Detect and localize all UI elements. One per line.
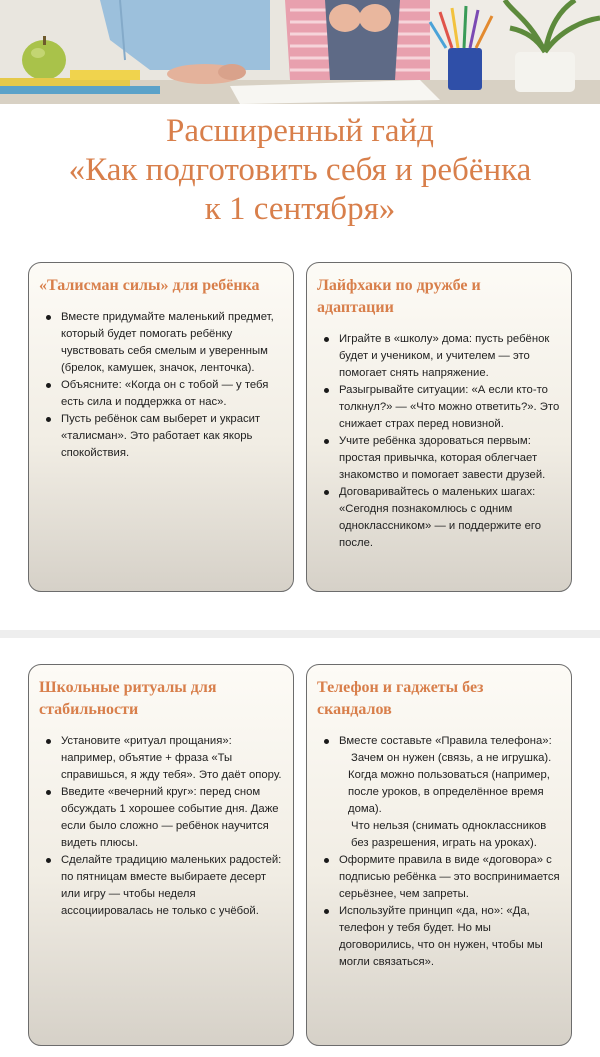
card-rituals xyxy=(28,664,294,1046)
sub-list-item: Что нельзя (снимать одноклассников без разрешения, играть на уроках). xyxy=(351,820,547,849)
bullet-list xyxy=(39,733,283,920)
sub-list-item: Зачем он нужен (связь, а не игрушка). xyxy=(351,752,552,764)
title-line-3: к 1 сентября» xyxy=(204,191,396,227)
list-item: Введите «вечерний круг»: перед сном обсуждать 1 хорошее событие дня. Даже если было сложно — ребёнок научится видеть плюсы. xyxy=(61,784,283,852)
card-heading: Телефон и гаджеты без скандалов xyxy=(317,679,484,718)
card-phone xyxy=(306,664,572,1046)
title-line-1: Расширенный гайд xyxy=(166,113,434,149)
list-item: Оформите правила в виде «договора» с подписью ребёнка — это воспринимается серьёзнее, чем запреты. xyxy=(339,852,561,903)
list-item: Вместе придумайте маленький предмет, который будет помогать ребёнку чувствовать себя смелым и уверенным (брелок, камушек, значок, ленточка). xyxy=(61,309,283,377)
list-item: Используйте принцип «да, но»: «Да, телефон у тебя будет. Но мы договорились, что он нужен, чтобы мы могли связаться». xyxy=(339,903,561,971)
list-item: Учите ребёнка здороваться первым: простая привычка, которая облегчает знакомство и помогает завести друзей. xyxy=(339,433,561,484)
list-item: Разыгрывайте ситуации: «А если кто-то толкнул?» — «Что можно ответить?». Это снижает страх перед новизной. xyxy=(339,382,561,433)
card-heading: Лайфхаки по дружбе и адаптации xyxy=(317,277,481,316)
list-item: Вместе составьте «Правила телефона»: xyxy=(339,733,561,750)
sub-list-item: Когда можно пользоваться (например, после уроков, в определённое время дома). xyxy=(348,769,550,815)
header-photo-illustration xyxy=(0,0,600,104)
list-item: Сделайте традицию маленьких радостей: по пятницам вместе выбираете десерт или игру — чтобы неделя ассоциировалась не только с учёбой. xyxy=(61,852,283,920)
bullet-list xyxy=(317,331,561,552)
section-divider xyxy=(0,630,600,638)
card-talisman xyxy=(28,262,294,592)
list-item: Пусть ребёнок сам выберет и украсит «талисман». Это работает как якорь спокойствия. xyxy=(61,411,283,462)
child-figure xyxy=(285,0,430,80)
page-title xyxy=(0,112,600,229)
bullet-list xyxy=(39,309,283,462)
list-item: Установите «ритуал прощания»: например, объятие + фраза «Ты справишься, я жду тебя». Это даёт опору. xyxy=(61,733,283,784)
bullet-list xyxy=(317,733,561,971)
list-item: Играйте в «школу» дома: пусть ребёнок будет и учеником, и учителем — это помогает снять напряжение. xyxy=(339,331,561,382)
list-item: Объясните: «Когда он с тобой — у тебя есть сила и поддержка от нас». xyxy=(61,377,283,411)
card-friendship xyxy=(306,262,572,592)
title-line-2: «Как подготовить себя и ребёнка xyxy=(68,152,532,188)
card-heading: «Талисман силы» для ребёнка xyxy=(39,277,260,294)
card-heading: Школьные ритуалы для стабильности xyxy=(39,679,217,718)
list-item: Договаривайтесь о маленьких шагах: «Сегодня познакомлюсь с одним одноклассником» — и поддержите его после. xyxy=(339,484,561,552)
header-photo xyxy=(0,0,600,104)
